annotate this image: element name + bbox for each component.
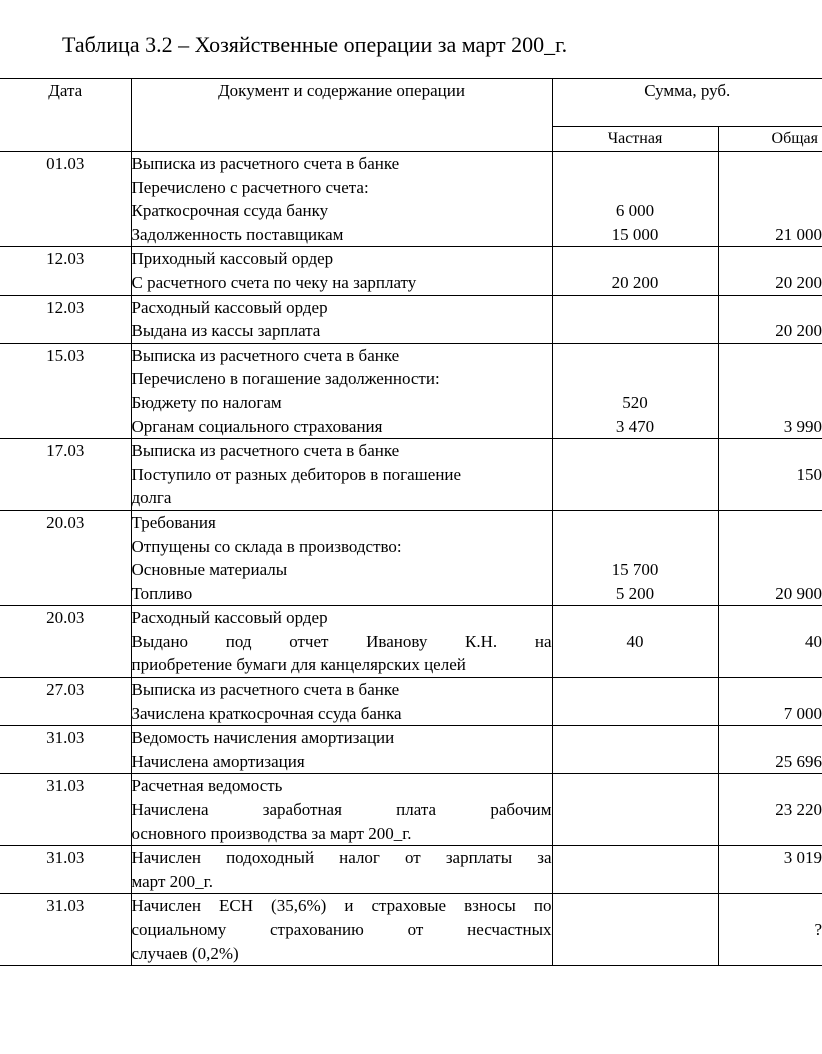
operation-line: Задолженность поставщикам — [131, 224, 344, 244]
row-partial-sum — [552, 295, 718, 343]
operation-line: Начислен подоходный налог от зарплаты за — [131, 848, 552, 868]
amount-value — [719, 606, 822, 630]
table-row — [0, 152, 822, 247]
amount-value — [719, 296, 822, 320]
row-partial-sum — [552, 894, 718, 966]
amount-value — [553, 653, 718, 677]
amount-value: 3 470 — [615, 416, 655, 436]
row-document — [131, 343, 552, 438]
operation-line: Расходный кассовый ордер — [131, 608, 328, 628]
operation-line: Расчетная ведомость — [131, 776, 283, 796]
amount-value — [719, 199, 822, 223]
amount-value: 40 — [805, 631, 822, 651]
amount-value — [553, 535, 718, 559]
row-total-sum — [718, 439, 822, 511]
amount-value — [553, 296, 718, 320]
row-total-sum — [718, 894, 822, 966]
row-total-sum — [718, 295, 822, 343]
amount-value: 150 — [796, 464, 822, 484]
row-partial-sum — [552, 774, 718, 846]
table-row — [0, 606, 822, 678]
header-date: Дата — [0, 79, 131, 152]
operation-line: Начислена амортизация — [131, 751, 305, 771]
row-document — [131, 846, 552, 894]
row-partial-sum — [552, 846, 718, 894]
amount-value — [553, 846, 718, 870]
row-document — [131, 152, 552, 247]
operation-line: Ведомость начисления амортизации — [131, 728, 395, 748]
amount-value — [719, 942, 822, 966]
amount-value: 20 900 — [775, 583, 822, 603]
row-total-sum — [718, 510, 822, 605]
operation-line: С расчетного счета по чеку на зарплату — [131, 272, 417, 292]
amount-value — [553, 463, 718, 487]
amount-value: 5 200 — [615, 583, 655, 603]
amount-value — [719, 726, 822, 750]
amount-value — [553, 702, 718, 726]
amount-value — [553, 870, 718, 894]
operation-line: Выдана из кассы зарплата — [131, 321, 321, 341]
amount-value: 3 990 — [783, 416, 822, 436]
operation-line: Приходный кассовый ордер — [131, 249, 334, 269]
amount-value: 15 000 — [611, 224, 659, 244]
amount-value — [553, 152, 718, 176]
amount-value — [553, 176, 718, 200]
row-date: 31.03 — [0, 774, 131, 846]
operation-line: Начислен ЕСН (35,6%) и страховые взносы по — [131, 896, 552, 916]
amount-value — [553, 726, 718, 750]
row-total-sum — [718, 606, 822, 678]
row-total-sum — [718, 343, 822, 438]
operation-line: Требования — [131, 512, 216, 532]
amount-value: 20 200 — [775, 321, 822, 341]
operations-table — [0, 78, 822, 966]
amount-value: 23 220 — [775, 800, 822, 820]
amount-value — [553, 774, 718, 798]
row-partial-sum — [552, 343, 718, 438]
amount-value — [553, 247, 718, 271]
table-row — [0, 894, 822, 966]
amount-value: 25 696 — [775, 751, 822, 771]
amount-value — [553, 678, 718, 702]
row-total-sum — [718, 774, 822, 846]
amount-value — [719, 558, 822, 582]
amount-value — [719, 344, 822, 368]
row-partial-sum — [552, 606, 718, 678]
amount-value — [719, 822, 822, 846]
amount-value — [553, 319, 718, 343]
operation-line: долга — [131, 488, 172, 508]
operation-line: Основные материалы — [131, 560, 288, 580]
amount-value — [719, 535, 822, 559]
operation-line: Выдано под отчет Иванову К.Н. на — [131, 631, 552, 651]
row-date: 27.03 — [0, 678, 131, 726]
operation-line: Отпущены со склада в производство: — [131, 536, 402, 556]
table-row — [0, 846, 822, 894]
row-document — [131, 894, 552, 966]
operation-line: социальному страхованию от несчастных — [131, 920, 552, 939]
amount-value — [719, 486, 822, 510]
table-row — [0, 510, 822, 605]
row-total-sum — [718, 726, 822, 774]
amount-value — [719, 870, 822, 894]
row-partial-sum — [552, 678, 718, 726]
amount-value: 6 000 — [615, 201, 655, 221]
row-document — [131, 606, 552, 678]
amount-value — [553, 511, 718, 535]
operation-line: Зачислена краткосрочная ссуда банка — [131, 703, 402, 723]
row-document — [131, 726, 552, 774]
amount-value: 21 000 — [775, 224, 822, 244]
header-document: Документ и содержание операции — [131, 79, 552, 152]
operation-line: Поступило от разных дебиторов в погашение — [131, 464, 462, 484]
amount-value — [719, 152, 822, 176]
table-row — [0, 247, 822, 295]
row-total-sum — [718, 846, 822, 894]
operation-line: Выписка из расчетного счета в банке — [131, 154, 400, 173]
row-date: 17.03 — [0, 439, 131, 511]
amount-value — [553, 918, 718, 942]
amount-value — [553, 798, 718, 822]
table-row — [0, 295, 822, 343]
header-partial: Частная — [552, 126, 718, 151]
operation-line: Перечислено с расчетного счета: — [131, 177, 369, 197]
row-document — [131, 247, 552, 295]
operation-line: приобретение бумаги для канцелярских целей — [131, 655, 466, 675]
row-document — [131, 678, 552, 726]
table-row — [0, 439, 822, 511]
header-total: Общая — [718, 126, 822, 151]
amount-value — [719, 367, 822, 391]
row-date: 01.03 — [0, 152, 131, 247]
amount-value — [553, 894, 718, 918]
operation-line: Начислена заработная плата рабочим — [131, 800, 552, 820]
operation-line: Бюджету по налогам — [131, 392, 282, 412]
operation-line: случаев (0,2%) — [131, 943, 239, 963]
row-partial-sum — [552, 726, 718, 774]
row-date: 15.03 — [0, 343, 131, 438]
amount-value — [719, 678, 822, 702]
row-date: 12.03 — [0, 247, 131, 295]
amount-value — [719, 391, 822, 415]
amount-value: 20 200 — [775, 272, 822, 292]
amount-value: 7 000 — [783, 703, 822, 723]
amount-value: 520 — [622, 392, 648, 412]
table-body — [0, 152, 822, 966]
amount-value — [719, 653, 822, 677]
operation-line: Выписка из расчетного счета в банке — [131, 680, 400, 700]
amount-value — [553, 606, 718, 630]
row-date: 12.03 — [0, 295, 131, 343]
amount-value — [719, 247, 822, 271]
amount-value — [553, 942, 718, 966]
amount-value — [553, 344, 718, 368]
row-date: 31.03 — [0, 846, 131, 894]
row-partial-sum — [552, 152, 718, 247]
table-title: Таблица 3.2 – Хозяйственные операции за март 200_г. — [62, 32, 568, 57]
amount-value: 40 — [626, 631, 644, 651]
row-partial-sum — [552, 439, 718, 511]
amount-value: 20 200 — [611, 272, 659, 292]
header-sum: Сумма, руб. — [552, 79, 822, 127]
amount-value — [719, 176, 822, 200]
row-document — [131, 510, 552, 605]
amount-value — [553, 439, 718, 463]
table-header — [0, 79, 822, 152]
table-row — [0, 343, 822, 438]
row-total-sum — [718, 678, 822, 726]
amount-value — [719, 894, 822, 918]
row-document — [131, 439, 552, 511]
row-total-sum — [718, 152, 822, 247]
operation-line: март 200_г. — [131, 871, 213, 891]
operation-line: Краткосрочная ссуда банку — [131, 201, 329, 221]
amount-value — [553, 486, 718, 510]
amount-value — [719, 774, 822, 798]
operation-line: Выписка из расчетного счета в банке — [131, 441, 400, 461]
table-row — [0, 774, 822, 846]
amount-value: 15 700 — [611, 560, 659, 580]
amount-value — [719, 439, 822, 463]
amount-value — [553, 367, 718, 391]
operation-line: Перечислено в погашение задолженности: — [131, 369, 440, 389]
row-date: 20.03 — [0, 606, 131, 678]
amount-value — [553, 750, 718, 774]
row-partial-sum — [552, 510, 718, 605]
amount-value: 3 019 — [783, 848, 822, 868]
operation-line: Расходный кассовый ордер — [131, 297, 328, 317]
amount-value: ? — [814, 920, 822, 939]
amount-value — [553, 822, 718, 846]
row-document — [131, 295, 552, 343]
table-row — [0, 726, 822, 774]
table-row — [0, 678, 822, 726]
row-document — [131, 774, 552, 846]
operation-line: основного производства за март 200_г. — [131, 823, 412, 843]
row-date: 20.03 — [0, 510, 131, 605]
operation-line: Органам социального страхования — [131, 416, 383, 436]
row-date: 31.03 — [0, 894, 131, 966]
operation-line: Топливо — [131, 583, 193, 603]
amount-value — [719, 511, 822, 535]
row-total-sum — [718, 247, 822, 295]
row-partial-sum — [552, 247, 718, 295]
operation-line: Выписка из расчетного счета в банке — [131, 345, 400, 365]
row-date: 31.03 — [0, 726, 131, 774]
